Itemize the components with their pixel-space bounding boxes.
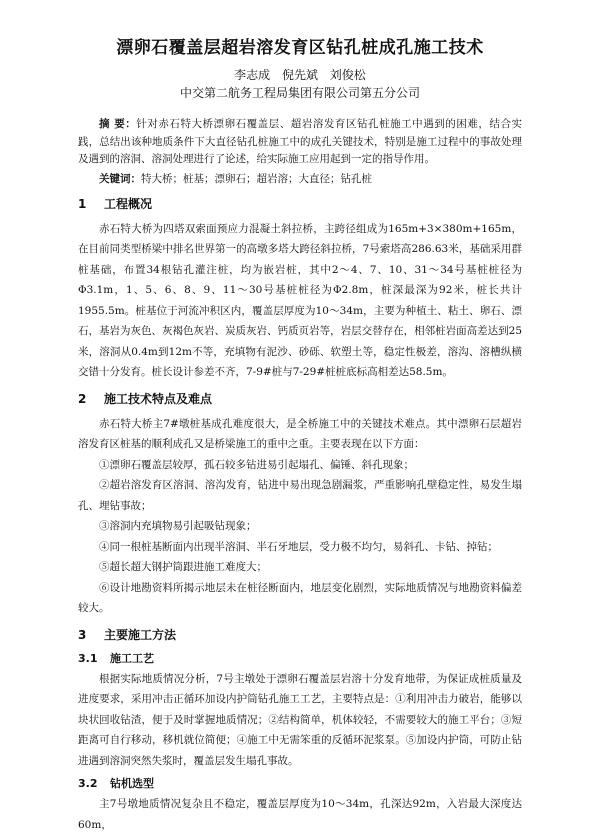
- abstract-text: 针对赤石特大桥漂卵石覆盖层、超岩溶发育区钻孔桩施工中遇到的困难，结合实践，总结出该种地质条件下大直径钻孔桩施工中的成孔关键技术，特别是施工过程中的事故处理及遇到的溶洞、溶洞处理进行了论述，给实际施工应用起到一定的指导作用。: [78, 118, 522, 165]
- list-item: ①漂卵石覆盖层较厚，孤石较多钻进易引起塌孔、偏锤、斜孔现象；: [99, 458, 414, 471]
- abstract: [78, 116, 522, 169]
- list-item: ②超岩溶发育区溶洞、溶沟发育，钻进中易出现急剧漏浆，严重影响孔壁稳定性，易发生塌孔、埋钻事故；: [78, 479, 522, 512]
- list-item: ⑥设计地勘资料所揭示地层未在桩径断面内，地层变化剧烈，实际地质情况与地勘资料偏差较大。: [78, 581, 522, 614]
- subsection-heading-3-2: [78, 775, 522, 792]
- subsection-heading-3-1: [78, 650, 522, 667]
- section-title: 主要施工方法: [104, 627, 177, 642]
- list-item: ⑤超长超大钢护筒跟进施工难度大；: [99, 561, 267, 573]
- subsection-3-2-paragraph: 主7号墩地质情况复杂且不稳定，覆盖层厚度为10～34m，孔深达92m，入岩最大深度达60m，: [78, 798, 522, 831]
- keywords: [78, 171, 522, 188]
- subsection-3-1-paragraph: 根据实际地质情况分析，7号主墩处于漂卵石覆盖层岩溶十分发育地带，为保证成桩质量及进度要求，采用冲击正循环加设内护筒钻孔施工工艺，主要特点是：①利用冲击力破岩，能够以块状回收钻渣，便于及时掌握地质情况；②结构简单，机体较轻，不需要较大的施工平台；③短距离可自行移动，移机就位简便；④施工中无需笨重的反循环泥浆泵。⑤加设内护筒，可防止钻进遇到溶洞突然失浆时，覆盖层发生塌孔事故。: [78, 672, 522, 767]
- section-2-paragraph: 赤石特大桥主7#墩桩基成孔难度很大，是全桥施工中的关键技术难点。其中漂卵石层超岩溶发育区桩基的顺利成孔又是桥梁施工的重中之重。主要表现在以下方面：: [78, 417, 522, 450]
- list-item: ④同一根桩基断面内出现半溶洞、半石牙地层，受力极不均匀，易斜孔、卡钻、掉钻；: [99, 540, 498, 553]
- subsection-title: 钻机选型: [110, 777, 154, 790]
- subsection-number: 3.2: [78, 777, 98, 790]
- paper-authors: 李志成 倪先斌 刘俊松: [234, 68, 366, 82]
- section-title: 施工技术特点及难点: [104, 391, 213, 406]
- section-number: 1: [78, 196, 87, 211]
- abstract-label: 摘 要：: [99, 118, 137, 130]
- subsection-number: 3.1: [78, 651, 98, 665]
- section-1-paragraph: 赤石特大桥为四塔双索面预应力混凝土斜拉桥，主跨径组成为165m+3×380m+165m，在目前同类型桥梁中排名世界第一的高墩多塔大跨径斜拉桥，7号索塔高286.63米，基础采用群桩基础，布置34根钻孔灌注桩，均为嵌岩桩，其中2～4、7、10、31～34号基桩桩径为Φ3.1m，1、5、6、8、9、11～30号基桩桩径为Φ2.8m，桩深最深为92米，桩长共计1955.5m。桩基位于河流冲积区内，覆盖层厚度为10～34m，主要为种植土、粘土、卵石、漂石，基岩为灰色、灰褐色灰岩、炭质灰岩、钙质页岩等，岩层交替存在，相邻桩岩面高差达到25米，溶洞从0.4m到12m不等，充填物有泥沙、砂砾、软塑土等，稳定性极差，溶沟、溶槽纵横交错十分发育。桩长设计参差不齐，7-9#桩与7-29#桩桩底标高相差达58.5m。: [78, 222, 522, 378]
- keywords-label: 关键词：: [99, 172, 141, 185]
- section-title: 工程概况: [104, 196, 153, 211]
- section-heading-1: [78, 195, 522, 213]
- list-item: ③溶洞内充填物易引起吸钻现象；: [99, 520, 257, 532]
- section-number: 3: [78, 627, 87, 642]
- paper-title: 漂卵石覆盖层超岩溶发育区钻孔桩成孔施工技术: [116, 38, 484, 58]
- section-heading-3: [78, 626, 522, 644]
- section-heading-2: [78, 390, 522, 408]
- paper-affiliation: 中交第二航务工程局集团有限公司第五分公司: [179, 86, 420, 100]
- subsection-title: 施工工艺: [110, 651, 154, 665]
- keywords-text: 特大桥；桩基；漂卵石；超岩溶；大直径；钻孔桩: [141, 172, 372, 185]
- section-number: 2: [78, 391, 87, 406]
